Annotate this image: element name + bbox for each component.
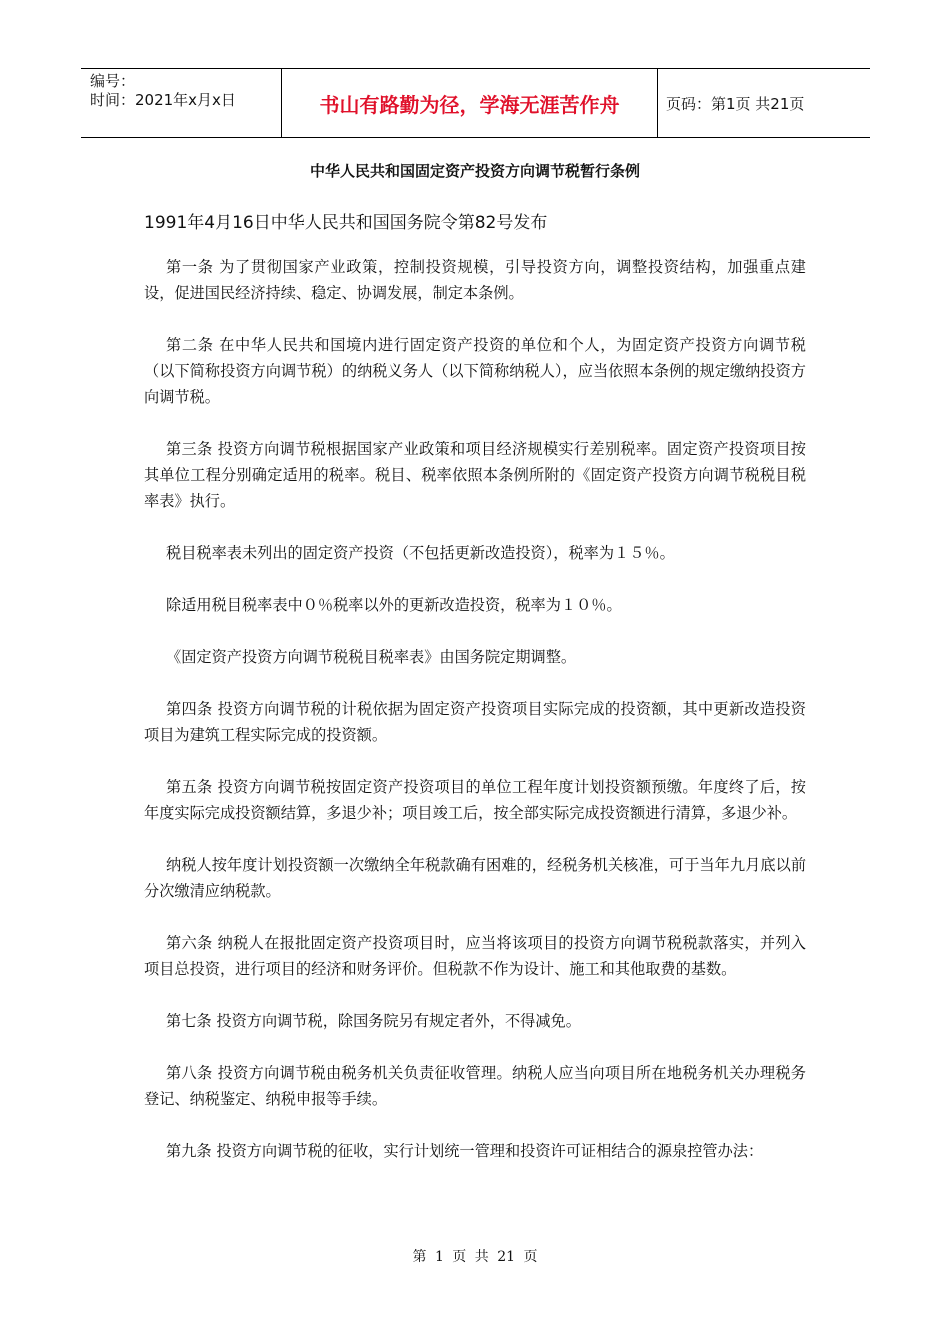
document-title: 中华人民共和国固定资产投资方向调节税暂行条例 [309, 162, 640, 180]
page-footer: 第 1 页 共 21 页 [412, 1249, 538, 1265]
article-paragraph: 第一条 为了贯彻国家产业政策，控制投资规模，引导投资方向，调整投资结构，加强重点建设，促进国民经济持续、稳定、协调发展，制定本条例。 [144, 258, 806, 302]
document-body [144, 254, 806, 1190]
header-meta [81, 69, 282, 137]
article-paragraph: 《固定资产投资方向调节税税目税率表》由国务院定期调整。 [166, 648, 577, 666]
document-number-label: 编号： [90, 72, 136, 90]
article-paragraph: 第四条 投资方向调节税的计税依据为固定资产投资项目实际完成的投资额，其中更新改造投资项目为建筑工程实际完成的投资额。 [144, 700, 806, 744]
document-date: 时间：2021年x月x日 [90, 91, 236, 109]
article-paragraph: 第三条 投资方向调节税根据国家产业政策和项目经济规模实行差别税率。固定资产投资项目按其单位工程分别确定适用的税率。税目、税率依照本条例所附的《固定资产投资方向调节税税目税率表》执行。 [144, 440, 806, 510]
article-paragraph: 第五条 投资方向调节税按固定资产投资项目的单位工程年度计划投资额预缴。年度终了后，按年度实际完成投资额结算，多退少补；项目竣工后，按全部实际完成投资额进行清算，多退少补。 [144, 778, 806, 822]
article-paragraph: 除适用税目税率表中０％税率以外的更新改造投资，税率为１０％。 [166, 596, 622, 614]
page-header [81, 68, 870, 138]
article-paragraph: 税目税率表未列出的固定资产投资（不包括更新改造投资），税率为１５％。 [166, 544, 675, 562]
article-paragraph: 第二条 在中华人民共和国境内进行固定资产投资的单位和个人，为固定资产投资方向调节税（以下简称投资方向调节税）的纳税义务人（以下简称纳税人），应当依照本条例的规定缴纳投资方向调节税。 [144, 336, 806, 406]
header-motto [282, 69, 658, 137]
decree-line: 1991年4月16日中华人民共和国国务院令第82号发布 [144, 213, 548, 233]
article-paragraph: 纳税人按年度计划投资额一次缴纳全年税款确有困难的，经税务机关核准，可于当年九月底以前分次缴清应纳税款。 [144, 856, 806, 900]
article-paragraph: 第八条 投资方向调节税由税务机关负责征收管理。纳税人应当向项目所在地税务机关办理税务登记、纳税鉴定、纳税申报等手续。 [144, 1064, 806, 1108]
header-page-info: 页码：第1页 共21页 [666, 94, 805, 113]
article-paragraph: 第七条 投资方向调节税，除国务院另有规定者外，不得减免。 [166, 1012, 581, 1030]
article-paragraph: 第六条 纳税人在报批固定资产投资项目时，应当将该项目的投资方向调节税税款落实，并列入项目总投资，进行项目的经济和财务评价。但税款不作为设计、施工和其他取费的基数。 [144, 934, 806, 978]
motto-text: 书山有路勤为径，学海无涯苦作舟 [319, 92, 620, 117]
article-paragraph: 第九条 投资方向调节税的征收，实行计划统一管理和投资许可证相结合的源泉控管办法： [166, 1142, 764, 1160]
